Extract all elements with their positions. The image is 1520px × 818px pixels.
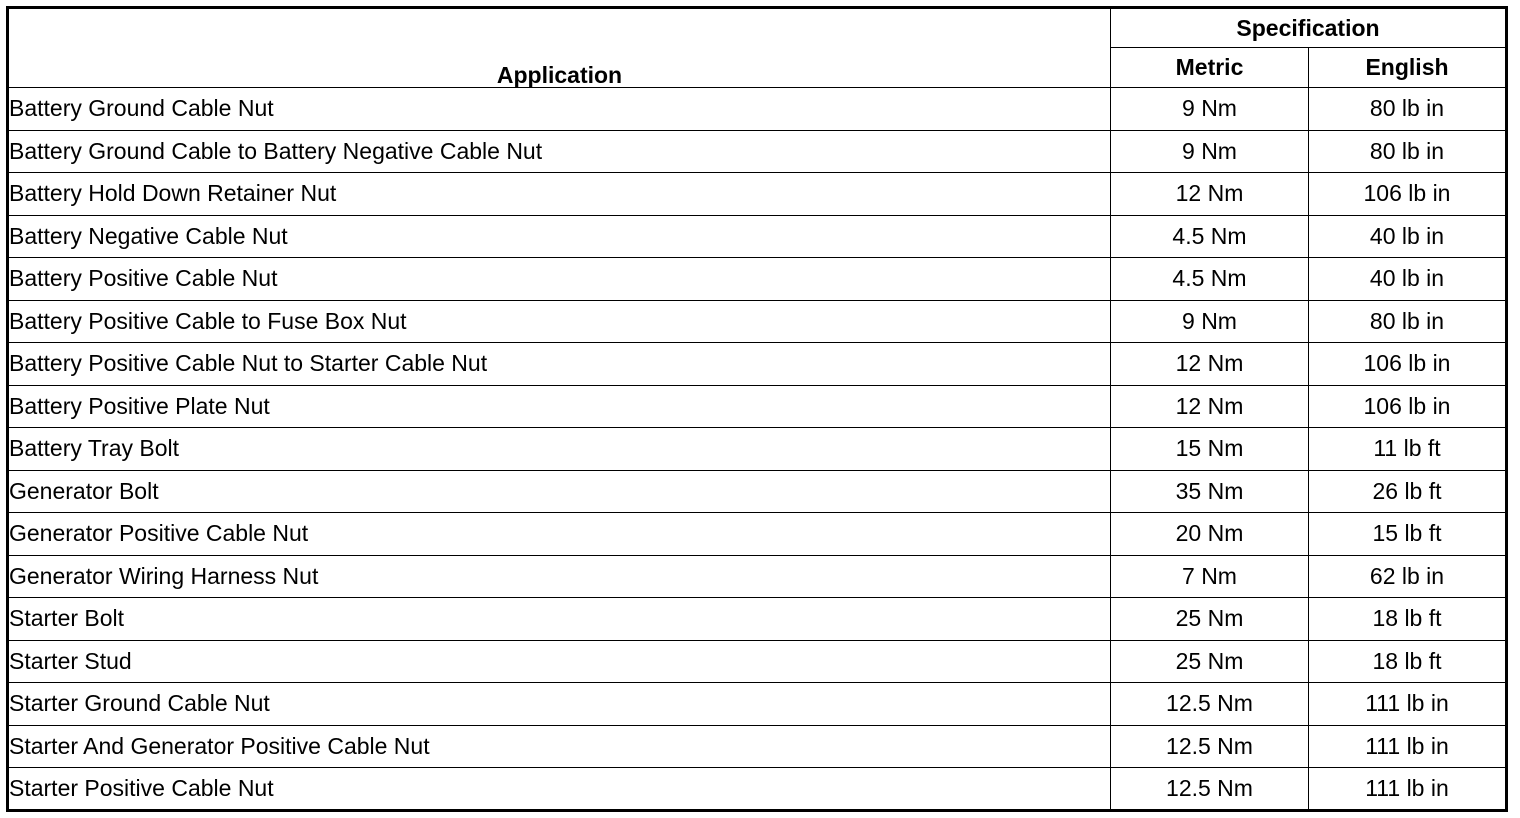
english-cell: 111 lb in bbox=[1309, 768, 1507, 811]
application-cell: Battery Positive Cable Nut to Starter Cable Nut bbox=[8, 343, 1111, 386]
header-application: Application bbox=[8, 8, 1111, 88]
application-cell: Battery Positive Plate Nut bbox=[8, 385, 1111, 428]
table-row bbox=[8, 428, 1507, 471]
application-cell: Battery Ground Cable to Battery Negative Cable Nut bbox=[8, 130, 1111, 173]
metric-cell: 12 Nm bbox=[1111, 343, 1309, 386]
table-row bbox=[8, 343, 1507, 386]
metric-cell: 9 Nm bbox=[1111, 300, 1309, 343]
english-cell: 80 lb in bbox=[1309, 88, 1507, 131]
application-cell: Starter Bolt bbox=[8, 598, 1111, 641]
metric-cell: 7 Nm bbox=[1111, 555, 1309, 598]
table-row bbox=[8, 215, 1507, 258]
metric-cell: 9 Nm bbox=[1111, 130, 1309, 173]
application-cell: Battery Positive Cable to Fuse Box Nut bbox=[8, 300, 1111, 343]
english-cell: 15 lb ft bbox=[1309, 513, 1507, 556]
header-specification: Specification bbox=[1111, 8, 1507, 48]
metric-cell: 25 Nm bbox=[1111, 598, 1309, 641]
application-cell: Battery Positive Cable Nut bbox=[8, 258, 1111, 301]
metric-cell: 12.5 Nm bbox=[1111, 768, 1309, 811]
english-cell: 111 lb in bbox=[1309, 683, 1507, 726]
table-row bbox=[8, 470, 1507, 513]
english-cell: 18 lb ft bbox=[1309, 640, 1507, 683]
metric-cell: 25 Nm bbox=[1111, 640, 1309, 683]
metric-cell: 9 Nm bbox=[1111, 88, 1309, 131]
application-cell: Battery Tray Bolt bbox=[8, 428, 1111, 471]
english-cell: 80 lb in bbox=[1309, 300, 1507, 343]
english-cell: 106 lb in bbox=[1309, 343, 1507, 386]
table-row bbox=[8, 513, 1507, 556]
application-cell: Battery Ground Cable Nut bbox=[8, 88, 1111, 131]
metric-cell: 4.5 Nm bbox=[1111, 215, 1309, 258]
metric-cell: 15 Nm bbox=[1111, 428, 1309, 471]
application-cell: Starter Positive Cable Nut bbox=[8, 768, 1111, 811]
english-cell: 111 lb in bbox=[1309, 725, 1507, 768]
table-row bbox=[8, 300, 1507, 343]
metric-cell: 12.5 Nm bbox=[1111, 683, 1309, 726]
english-cell: 11 lb ft bbox=[1309, 428, 1507, 471]
english-cell: 18 lb ft bbox=[1309, 598, 1507, 641]
application-cell: Starter Ground Cable Nut bbox=[8, 683, 1111, 726]
english-cell: 62 lb in bbox=[1309, 555, 1507, 598]
table-row bbox=[8, 683, 1507, 726]
english-cell: 106 lb in bbox=[1309, 173, 1507, 216]
metric-cell: 12.5 Nm bbox=[1111, 725, 1309, 768]
header-english: English bbox=[1309, 48, 1507, 88]
table-row bbox=[8, 725, 1507, 768]
english-cell: 106 lb in bbox=[1309, 385, 1507, 428]
table-row bbox=[8, 768, 1507, 811]
table-row bbox=[8, 385, 1507, 428]
english-cell: 80 lb in bbox=[1309, 130, 1507, 173]
table-row bbox=[8, 640, 1507, 683]
english-cell: 40 lb in bbox=[1309, 215, 1507, 258]
table-row bbox=[8, 555, 1507, 598]
header-metric: Metric bbox=[1111, 48, 1309, 88]
table-row bbox=[8, 88, 1507, 131]
table-body bbox=[8, 88, 1507, 811]
application-cell: Starter And Generator Positive Cable Nut bbox=[8, 725, 1111, 768]
metric-cell: 35 Nm bbox=[1111, 470, 1309, 513]
header-row-top bbox=[8, 8, 1507, 48]
metric-cell: 4.5 Nm bbox=[1111, 258, 1309, 301]
english-cell: 40 lb in bbox=[1309, 258, 1507, 301]
metric-cell: 20 Nm bbox=[1111, 513, 1309, 556]
application-cell: Battery Hold Down Retainer Nut bbox=[8, 173, 1111, 216]
metric-cell: 12 Nm bbox=[1111, 173, 1309, 216]
table-row bbox=[8, 130, 1507, 173]
table-row bbox=[8, 173, 1507, 216]
application-cell: Generator Bolt bbox=[8, 470, 1111, 513]
table-row bbox=[8, 598, 1507, 641]
application-cell: Battery Negative Cable Nut bbox=[8, 215, 1111, 258]
application-cell: Starter Stud bbox=[8, 640, 1111, 683]
english-cell: 26 lb ft bbox=[1309, 470, 1507, 513]
application-cell: Generator Wiring Harness Nut bbox=[8, 555, 1111, 598]
table-row bbox=[8, 258, 1507, 301]
torque-spec-table bbox=[6, 6, 1508, 812]
metric-cell: 12 Nm bbox=[1111, 385, 1309, 428]
application-cell: Generator Positive Cable Nut bbox=[8, 513, 1111, 556]
